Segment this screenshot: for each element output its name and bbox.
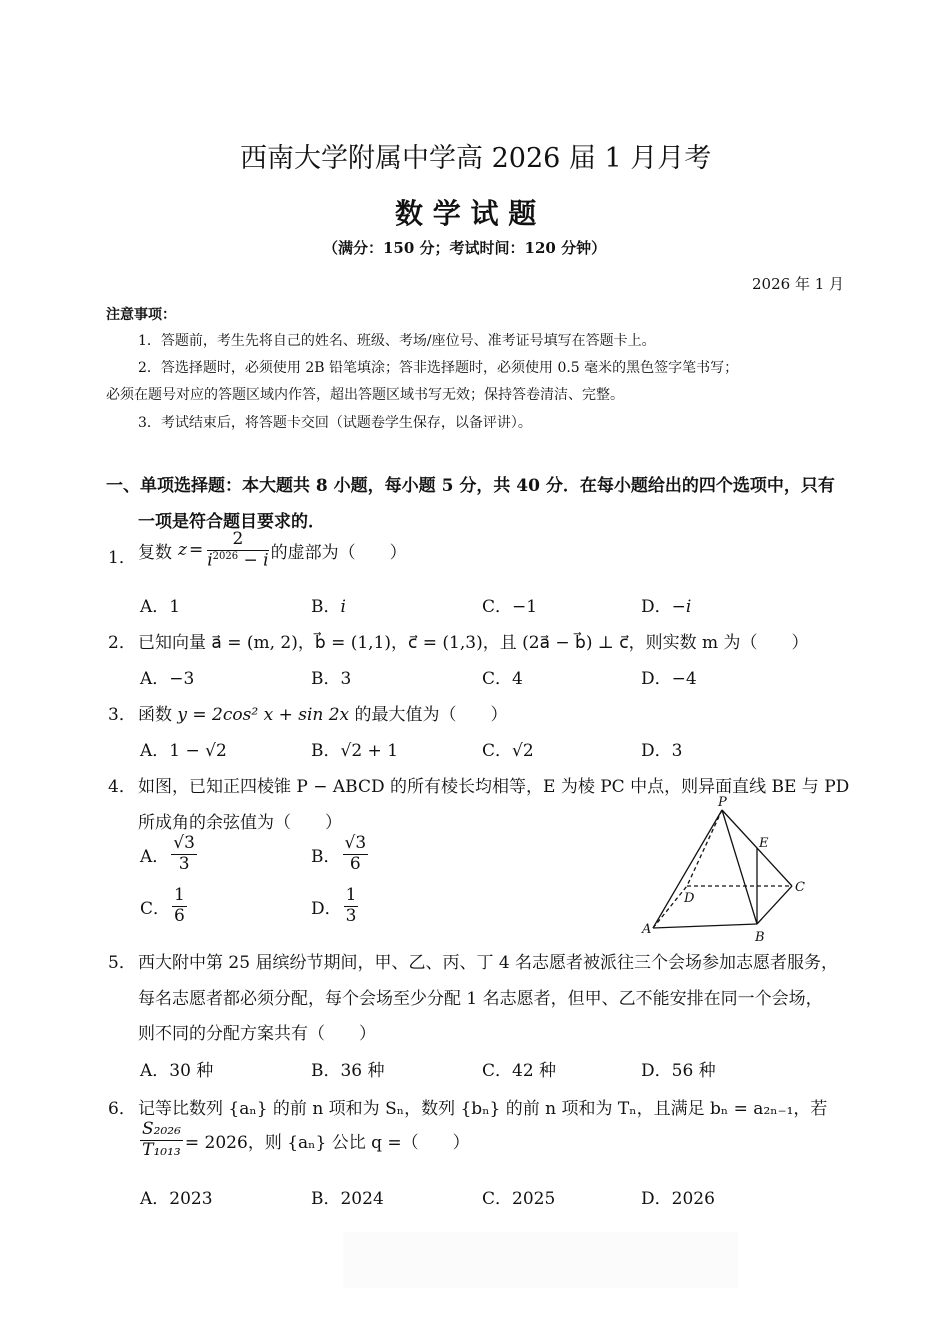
notice-item-2-line-1: 2．答选择题时，必须使用 2B 铅笔填涂；答非选择题时，必须使用 0.5 毫米的黑色签字笔书写； <box>138 360 739 376</box>
question-1-den-rest: − i <box>243 550 269 571</box>
question-1-option-d-label: D．− <box>641 597 686 617</box>
section-heading-line-2: 一项是符合题目要求的． <box>138 512 325 532</box>
question-4-option-b-den: 6 <box>349 853 361 874</box>
question-1-den-exp: 2026 <box>212 550 239 562</box>
question-5-stem-line-3: 则不同的分配方案共有（ ） <box>138 1024 376 1044</box>
question-4-option-d-fraction <box>344 886 359 926</box>
question-1-var: z <box>178 540 187 561</box>
question-4-option-d <box>311 886 360 926</box>
question-4-option-c-den: 6 <box>174 905 185 926</box>
edge-pd <box>687 810 722 886</box>
question-3-option-d: D．3 <box>641 741 683 761</box>
question-4-option-b-num: √3 <box>344 833 367 853</box>
question-4-option-c-fraction <box>172 886 187 926</box>
question-5-option-c: C．42 种 <box>482 1061 557 1081</box>
subject-title: 数 学 试 题 <box>395 197 537 230</box>
question-4-option-d-num: 1 <box>345 885 357 905</box>
question-3-number: 3． <box>108 705 136 725</box>
edge-pb <box>722 810 757 924</box>
question-3-option-c: C．√2 <box>482 741 534 761</box>
pyramid-figure <box>640 792 815 944</box>
question-5-stem-line-2: 每名志愿者都必须分配，每个会场至少分配 1 名志愿者，但甲、乙不能安排在同一个会场， <box>138 989 823 1009</box>
question-4-option-b-label: B． <box>311 846 341 867</box>
question-5-number: 5． <box>108 953 136 973</box>
notice-item-3: 3．考试结束后，将答题卡交回（试题卷学生保存，以备评讲）。 <box>138 415 532 431</box>
edge-ab <box>653 924 757 928</box>
question-4-option-a-den: 3 <box>178 853 190 874</box>
question-2-option-c: C．4 <box>482 669 523 689</box>
question-4-option-c <box>140 886 189 926</box>
question-1-fraction <box>207 530 268 571</box>
question-6-fraction-num: S₂₀₂₆ <box>142 1119 181 1139</box>
question-2-option-a: A．−3 <box>140 669 195 689</box>
question-4-option-a-num: √3 <box>173 833 195 853</box>
question-2-option-d: D．−4 <box>641 669 697 689</box>
label-e: E <box>759 836 769 851</box>
question-5-option-b: B．36 种 <box>311 1061 385 1081</box>
section-heading-line-1: 一、单项选择题：本大题共 8 小题，每小题 5 分，共 40 分．在每小题给出的四个选项中，只有 <box>106 476 835 496</box>
question-5-stem-line-1: 西大附中第 25 届缤纷节期间，甲、乙、丙、丁 4 名志愿者被派往三个会场参加志愿者服务， <box>138 953 839 973</box>
question-2-option-b: B．3 <box>311 669 352 689</box>
question-2-stem: 已知向量 a⃗ = (m, 2)，b⃗ = (1,1)，c⃗ = (1,3)，且 (2a⃗ − b⃗) ⊥ c⃗，则实数 m 为（ ） <box>138 633 809 653</box>
label-a: A <box>642 922 652 937</box>
question-1-option-c: C．−1 <box>482 597 538 617</box>
question-2-number: 2． <box>108 633 136 653</box>
question-4-option-a-label: A． <box>140 846 170 867</box>
label-d: D <box>684 891 695 906</box>
question-6-option-c: C．2025 <box>482 1189 556 1209</box>
question-4-option-b <box>311 834 370 874</box>
question-1-pre: 复数 <box>138 542 172 563</box>
question-1-stem <box>138 530 407 571</box>
question-1-option-d-value: i <box>685 597 692 617</box>
question-1-option-b-value: i <box>340 597 346 617</box>
question-1-option-a: A．1 <box>140 597 181 617</box>
question-6-option-b: B．2024 <box>311 1189 384 1209</box>
question-1-option-d <box>641 592 691 617</box>
question-4-option-a-fraction <box>171 834 197 874</box>
label-p: P <box>718 795 727 810</box>
question-3-option-b: B．√2 + 1 <box>311 741 399 761</box>
question-3-pre: 函数 <box>138 705 172 725</box>
question-6-stem-rest: = 2026，则 {aₙ} 公比 q =（ ） <box>184 1132 470 1153</box>
exam-date: 2026 年 1 月 <box>752 275 845 293</box>
question-4-option-a <box>140 834 199 874</box>
question-4-option-d-den: 3 <box>345 905 357 926</box>
question-4-option-b-fraction <box>343 834 369 874</box>
question-4-option-c-num: 1 <box>174 885 185 905</box>
question-5-option-d: D．56 种 <box>641 1061 716 1081</box>
exam-title: 西南大学附属中学高 2026 届 1 月月考 <box>240 143 712 174</box>
edge-bc <box>757 886 792 924</box>
question-3-option-a: A．1 − √2 <box>140 741 227 761</box>
edge-ad <box>653 886 687 928</box>
question-4-option-d-label: D． <box>311 898 342 919</box>
question-1-option-b <box>311 592 346 617</box>
question-1-fraction-den <box>207 551 268 571</box>
question-6-option-d: D．2026 <box>641 1189 715 1209</box>
question-4-number: 4． <box>108 777 136 797</box>
footer-blank-area <box>343 1232 738 1288</box>
question-6-option-a: A．2023 <box>140 1189 213 1209</box>
question-6-fraction-den: T₁₀₁₃ <box>142 1139 181 1160</box>
notice-item-1: 1．答题前，考生先将自己的姓名、班级、考场/座位号、准考证号填写在答题卡上。 <box>138 333 656 349</box>
question-1-eq: = <box>188 540 204 561</box>
question-6-stem-line-2 <box>138 1120 470 1160</box>
label-b: B <box>755 930 765 944</box>
question-3-expression: y = 2cos² x + sin 2x <box>177 705 350 725</box>
question-1-option-b-label: B． <box>311 597 341 617</box>
question-4-stem-line-1: 如图，已知正四棱锥 P − ABCD 的所有棱长均相等，E 为棱 PC 中点，则异面直线 BE 与 PD <box>138 777 850 797</box>
notice-item-2-line-2: 必须在题号对应的答题区域内作答，超出答题区域书写无效；保持答卷清洁、完整。 <box>106 387 624 403</box>
question-1-post: 的虚部为（ ） <box>270 542 407 563</box>
edge-pa <box>653 810 722 928</box>
question-4-stem-line-2: 所成角的余弦值为（ ） <box>138 813 342 833</box>
question-6-fraction <box>140 1120 183 1160</box>
notice-heading: 注意事项： <box>106 307 176 323</box>
question-5-option-a: A．30 种 <box>140 1061 214 1081</box>
exam-info: （满分：150 分；考试时间：120 分钟） <box>323 239 607 257</box>
question-1-number: 1． <box>108 548 136 568</box>
question-3-post: 的最大值为（ ） <box>354 705 508 725</box>
question-3-stem <box>138 700 508 725</box>
question-4-option-c-label: C． <box>140 898 171 919</box>
question-6-stem-line-1: 记等比数列 {aₙ} 的前 n 项和为 Sₙ，数列 {bₙ} 的前 n 项和为 Tₙ，且满足 bₙ = a₂ₙ₋₁，若 <box>138 1099 828 1119</box>
label-c: C <box>795 880 805 895</box>
question-1-den-base: i <box>207 550 213 571</box>
question-1-fraction-num: 2 <box>207 530 268 551</box>
question-6-number: 6． <box>108 1099 136 1119</box>
